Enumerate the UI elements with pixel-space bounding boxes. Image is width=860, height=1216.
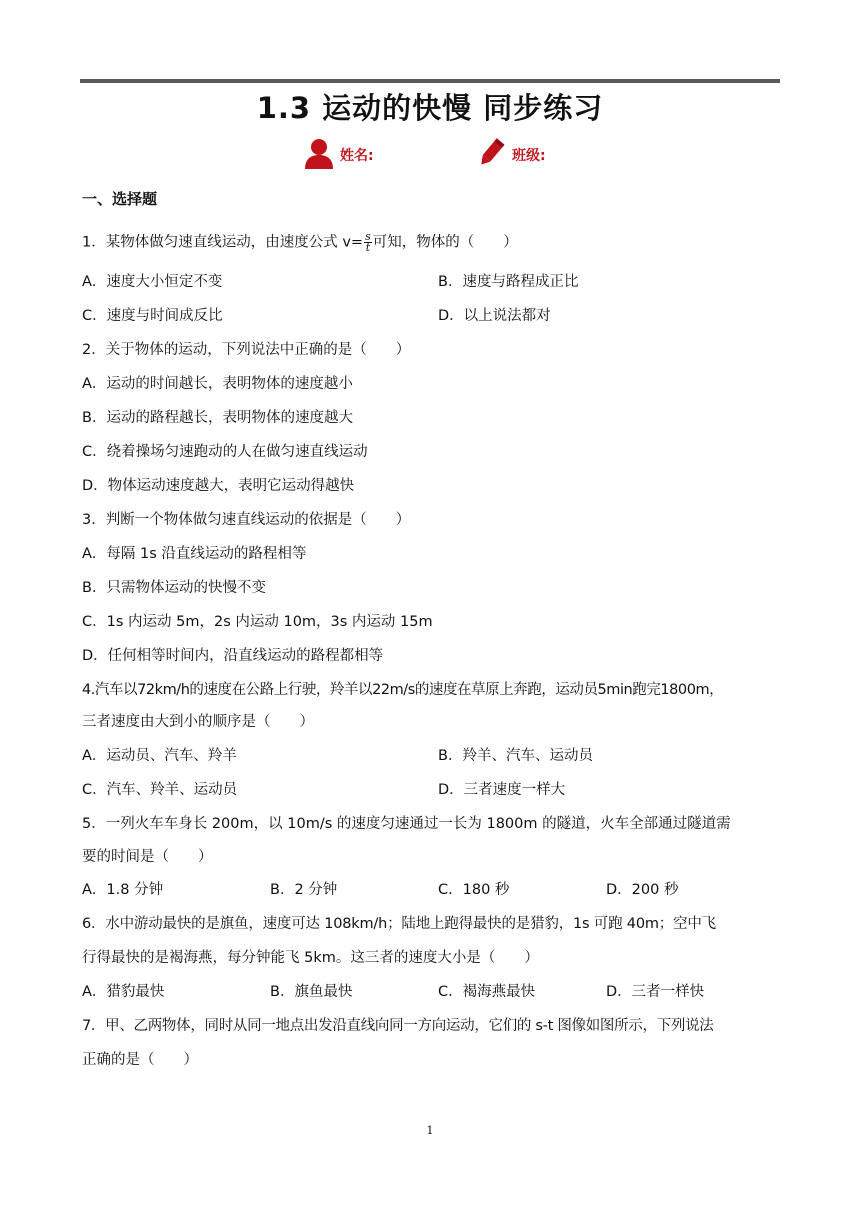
q6-stem-line1: 6．水中游动最快的是旗鱼，速度可达 108km/h；陆地上跑得最快的是猎豹，1s 可跑 40m；空中飞 bbox=[82, 916, 716, 932]
speed-formula bbox=[364, 232, 372, 253]
q4-option-d: D．三者速度一样大 bbox=[438, 782, 566, 798]
q4-option-c: C．汽车、羚羊、运动员 bbox=[82, 782, 238, 798]
q5-option-b: B．2 分钟 bbox=[270, 882, 338, 898]
q4-stem-line2: 三者速度由大到小的顺序是（ ） bbox=[82, 714, 314, 730]
q4-stem-line1: 4.汽车以72km/h的速度在公路上行驶，羚羊以22m/s的速度在草原上奔跑，运动员5min跑完1800m， bbox=[82, 682, 724, 698]
page-number: 1 bbox=[426, 1124, 434, 1137]
person-icon bbox=[302, 137, 336, 173]
q5-option-a: A．1.8 分钟 bbox=[82, 882, 164, 898]
q3-option-a: A．每隔 1s 沿直线运动的路程相等 bbox=[82, 546, 307, 562]
name-label: 姓名: bbox=[340, 148, 374, 164]
q1-option-b: B．速度与路程成正比 bbox=[438, 274, 579, 290]
formula-numerator: s bbox=[365, 230, 371, 243]
q6-option-d: D．三者一样快 bbox=[606, 984, 705, 1000]
formula-denominator: t bbox=[365, 241, 371, 254]
q6-stem-line2: 行得最快的是褐海燕，每分钟能飞 5km。这三者的速度大小是（ ） bbox=[82, 950, 539, 966]
pencil-icon bbox=[474, 137, 508, 173]
page-title: 1.3 运动的快慢 同步练习 bbox=[256, 91, 604, 125]
header-rule bbox=[80, 79, 780, 83]
q7-stem-line1: 7．甲、乙两物体，同时从同一地点出发沿直线向同一方向运动，它们的 s-t 图像如图所示，下列说法 bbox=[82, 1018, 714, 1034]
q1-stem-before: 1．某物体做匀速直线运动，由速度公式 v= bbox=[82, 234, 364, 251]
section-title: 一、选择题 bbox=[82, 190, 158, 208]
q1-stem bbox=[82, 232, 518, 253]
q5-option-d: D．200 秒 bbox=[606, 882, 679, 898]
q3-option-c: C．1s 内运动 5m，2s 内运动 10m，3s 内运动 15m bbox=[82, 614, 433, 630]
q5-option-c: C．180 秒 bbox=[438, 882, 510, 898]
q6-option-b: B．旗鱼最快 bbox=[270, 984, 353, 1000]
q5-stem-line2: 要的时间是（ ） bbox=[82, 849, 213, 865]
q1-stem-after: 可知，物体的（ ） bbox=[372, 234, 518, 251]
q2-option-a: A．运动的时间越长，表明物体的速度越小 bbox=[82, 376, 353, 392]
class-label: 班级: bbox=[512, 148, 546, 164]
q2-option-b: B．运动的路程越长，表明物体的速度越大 bbox=[82, 410, 353, 426]
q3-stem: 3．判断一个物体做匀速直线运动的依据是（ ） bbox=[82, 512, 411, 528]
class-field bbox=[474, 138, 546, 172]
q1-option-c: C．速度与时间成反比 bbox=[82, 308, 223, 324]
q3-option-d: D．任何相等时间内，沿直线运动的路程都相等 bbox=[82, 648, 384, 664]
q2-option-c: C．绕着操场匀速跑动的人在做匀速直线运动 bbox=[82, 444, 368, 460]
q6-option-c: C．褐海燕最快 bbox=[438, 984, 536, 1000]
q1-option-d: D．以上说法都对 bbox=[438, 308, 551, 324]
q4-option-a: A．运动员、汽车、羚羊 bbox=[82, 748, 237, 764]
q4-option-b: B．羚羊、汽车、运动员 bbox=[438, 748, 593, 764]
q2-stem: 2．关于物体的运动，下列说法中正确的是（ ） bbox=[82, 342, 411, 358]
q1-option-a: A．速度大小恒定不变 bbox=[82, 274, 223, 290]
q7-stem-line2: 正确的是（ ） bbox=[82, 1052, 198, 1068]
q5-stem-line1: 5．一列火车车身长 200m，以 10m/s 的速度匀速通过一长为 1800m 的隧道，火车全部通过隧道需 bbox=[82, 816, 731, 832]
q6-option-a: A．猎豹最快 bbox=[82, 984, 165, 1000]
q3-option-b: B．只需物体运动的快慢不变 bbox=[82, 580, 266, 596]
name-field bbox=[302, 138, 374, 172]
q2-option-d: D．物体运动速度越大，表明它运动得越快 bbox=[82, 478, 355, 494]
